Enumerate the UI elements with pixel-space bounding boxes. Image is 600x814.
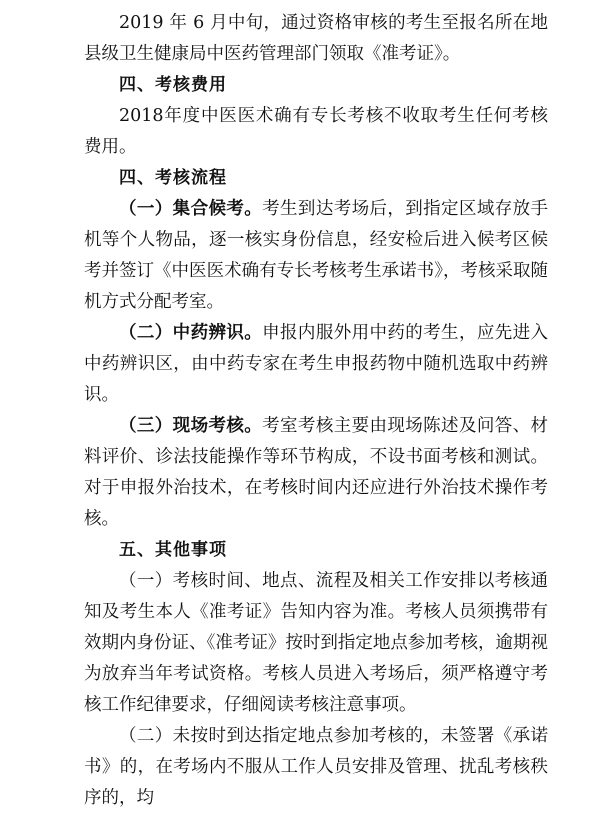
paragraph-assembly (84, 194, 548, 318)
heading-other-matters: 五、其他事项 (119, 540, 227, 560)
text-onsite-exam: 考室考核主要由现场陈述及问答、材料评价、诊法技能操作等环节构成，不设书面考核和测试。对于申报外治技术，在考核时间内还应进行外治技术操作考核。 (84, 416, 549, 529)
lead-onsite-exam: （三）现场考核。 (119, 416, 263, 436)
paragraph-admission-ticket: 2019 年 6 月中旬，通过资格审核的考生至报名所在地县级卫生健康局中医药管理部门领取《准考证》。 (84, 13, 548, 64)
text-assembly: 考生到达考场后，到指定区域存放手机等个人物品，逐一核实身份信息，经安检后进入候考区候考并签订《中医医术确有专长考核考生承诺书》，考核采取随机方式分配考室。 (84, 199, 549, 312)
paragraph-herb-identification (84, 318, 548, 411)
lead-herb-identification: （二）中药辨识。 (119, 323, 263, 343)
paragraph-onsite-exam (84, 411, 548, 535)
heading-exam-process: 四、考核流程 (119, 168, 227, 188)
text-herb-identification: 申报内服外用中药的考生，应先进入中药辨识区，由中药专家在考生申报药物中随机选取中药辨识。 (84, 323, 549, 405)
heading-exam-fee: 四、考核费用 (119, 75, 227, 95)
paragraph-other-1: （一）考核时间、地点、流程及相关工作安排以考核通知及考生本人《准考证》告知内容为准。考核人员须携带有效期内身份证、《准考证》按时到指定地点参加考核，逾期视为放弃当年考试资格。考核人员进入考场后，须严格遵守考核工作纪律要求，仔细阅读考核注意事项。 (84, 571, 548, 715)
lead-assembly: （一）集合候考。 (119, 199, 263, 219)
paragraph-other-2: （二）未按时到达指定地点参加考核的，未签署《承诺书》的，在考场内不服从工作人员安排及管理、扰乱考核秩序的，均 (84, 726, 548, 808)
paragraph-exam-fee: 2018年度中医医术确有专长考核不收取考生任何考核费用。 (84, 106, 548, 157)
